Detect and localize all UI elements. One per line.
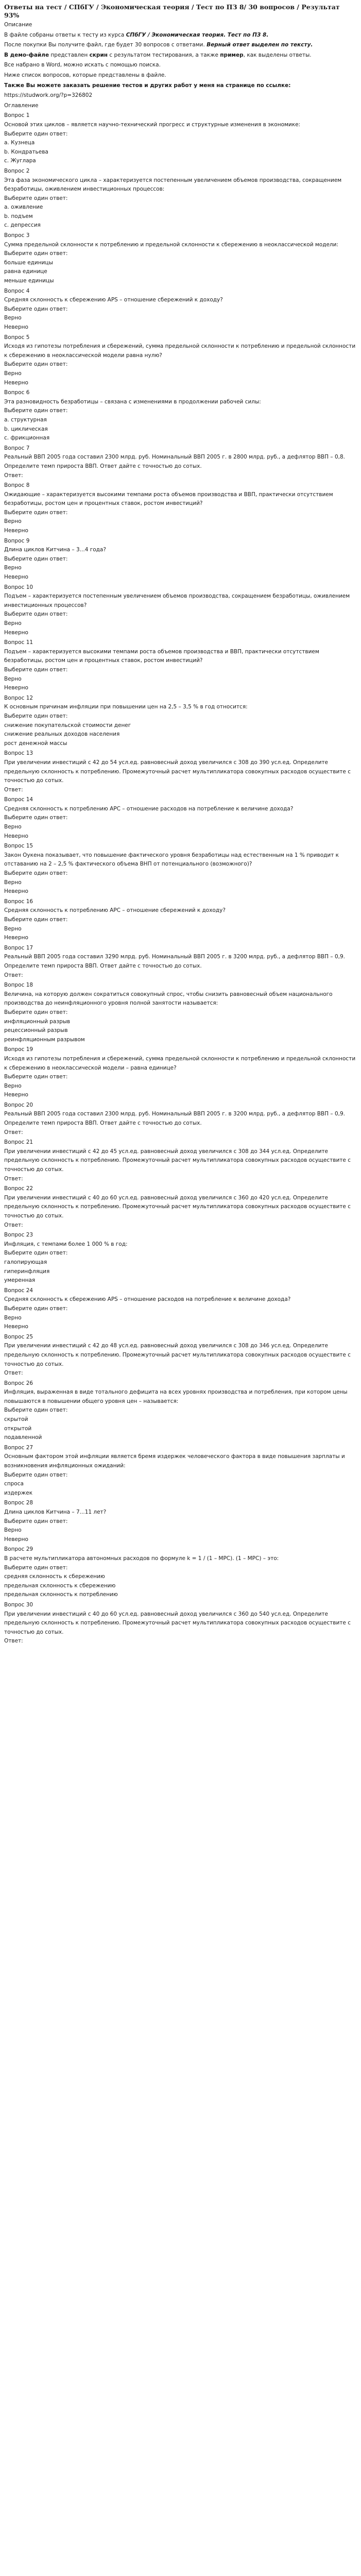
question-line: Эта фаза экономического цикла – характеризуется постепенным увеличением объемов производства, сокращением безработицы, оживлением инвестиционных процессов: <box>4 177 342 193</box>
intro-paragraph-4: Все набрано в Word, можно искать с помощью поиска. <box>4 62 161 69</box>
question-line: a. структурная <box>4 416 47 423</box>
question-line: Верно <box>4 565 22 571</box>
question-line: b. циклическая <box>4 426 48 432</box>
question-number: Вопрос 16 <box>4 898 33 905</box>
text-run: В файле собраны ответы к тесту из курса <box>4 31 126 38</box>
question-line: Ответ: <box>4 1175 23 1182</box>
question-line: c. Жуглара <box>4 158 36 164</box>
question-line: c. депрессия <box>4 222 41 229</box>
question-line: галопирующая <box>4 1259 47 1265</box>
question-line: открытой <box>4 1425 32 1432</box>
studwork-link[interactable]: https://studwork.org/?p=326802 <box>4 92 93 99</box>
question-number: Вопрос 18 <box>4 982 33 989</box>
intro-paragraph-6: Также Вы можете заказать решение тестов и других работ у меня на странице по ссылке: <box>4 82 291 89</box>
question-line: Выберите один ответ: <box>4 917 68 923</box>
question-line: Выберите один ответ: <box>4 361 68 368</box>
question-number: Вопрос 11 <box>4 639 33 646</box>
question-number: Вопрос 27 <box>4 1444 33 1451</box>
question-number: Вопрос 28 <box>4 1500 33 1506</box>
question-number: Вопрос 19 <box>4 1046 33 1053</box>
question-line: Подъем – характеризуется высокими темпами роста объемов производства и ВВП, практически отсутствием безработицы, ростом цен и процентных ставок, ростом инвестиций? <box>4 648 319 664</box>
question-number: Вопрос 4 <box>4 287 30 294</box>
question-line: К основным причинам инфляции при повышении цен на 2,5 – 3,5 % в год относится: <box>4 704 248 710</box>
question-line: b. подъем <box>4 213 33 219</box>
question-line: При увеличении инвестиций с 42 до 48 усл.ед. равновесный доход увеличился с 308 до 346 усл.ед. Определите предельную склонность к потреблению. Промежуточный расчет мультипликатора совокупных расходов осуществите с точностью до сотых. <box>4 1343 351 1367</box>
question-line: Верно <box>4 1082 22 1089</box>
question-line: средняя склонность к сбережению <box>4 1573 105 1580</box>
question-line: снижение реальных доходов населения <box>4 731 120 738</box>
question-number: Вопрос 7 <box>4 445 30 451</box>
question-line: Неверно <box>4 1536 28 1543</box>
intro-paragraph-5: Ниже список вопросов, которые представлены в файле. <box>4 72 166 78</box>
question-number: Вопрос 30 <box>4 1601 33 1608</box>
question-line: Исходя из гипотезы потребления и сбережений, сумма предельной склонности к потреблению и предельной склонности к сбережению в неоклассической модели равна нулю? <box>4 343 356 359</box>
question-line: Неверно <box>4 888 28 895</box>
question-line: издержек <box>4 1489 33 1496</box>
question-line: Выберите один ответ: <box>4 130 68 137</box>
question-line: Выберите один ответ: <box>4 306 68 312</box>
question-number: Вопрос 21 <box>4 1139 33 1146</box>
question-line: рецессионный разрыв <box>4 1027 68 1034</box>
question-line: Реальный ВВП 2005 года составил 2300 млрд. руб. Номинальный ВВП 2005 г. в 2800 млрд. руб., а дефлятор ВВП – 0,8. Определите темп прироста ВВП. Ответ дайте с точностью до сотых. <box>4 454 345 469</box>
question-line: Средняя склонность к сбережению APS – отношение сбережений к доходу? <box>4 297 223 303</box>
description-heading: Описание <box>4 22 32 28</box>
question-line: Неверно <box>4 379 28 386</box>
question-line: Неверно <box>4 324 28 330</box>
question-line: Эта разновидность безработицы – связана с изменениями в продолжении рабочей силы: <box>4 398 261 405</box>
question-line: Величина, на которую должен сократиться совокупный спрос, чтобы снизить равновесный объем национального производства до неинфляционного уровня полной занятости называется: <box>4 991 333 1007</box>
question-line: Длина циклов Китчина – 3...4 года? <box>4 547 106 553</box>
question-line: Основой этих циклов – является научно-технический прогресс и структурные изменения в экономике: <box>4 121 301 128</box>
question-number: Вопрос 3 <box>4 232 30 239</box>
question-number: Вопрос 1 <box>4 112 30 119</box>
question-number: Вопрос 6 <box>4 389 30 396</box>
question-line: равна единице <box>4 268 47 275</box>
question-line: Верно <box>4 824 22 831</box>
question-line: Верно <box>4 1527 22 1534</box>
question-line: При увеличении инвестиций с 42 до 54 усл.ед. равновесный доход увеличился с 308 до 390 усл.ед. Определите предельную склонность к потреблению. Промежуточный расчет мультипликатора совокупных расходов осуществите с точностью до сотых. <box>4 759 351 784</box>
question-line: Выберите один ответ: <box>4 555 68 562</box>
question-line: a. оживление <box>4 204 43 211</box>
question-line: Средняя склонность к потреблению APC – отношение расходов на потребление к величине дохода? <box>4 805 294 812</box>
question-line: При увеличении инвестиций с 42 до 45 усл.ед. равновесный доход увеличился с 308 до 344 усл.ед. Определите предельную склонность к потреблению. Промежуточный расчет мультипликатора совокупных расходов осуществите с точностью до сотых. <box>4 1148 351 1173</box>
question-line: Верно <box>4 315 22 321</box>
intro-paragraph-3 <box>4 51 357 60</box>
question-line: Ожидающие – характеризуется высокими темпами роста объемов производства и ВВП, практически отсутствием безработицы, ростом цен и процентных ставок, ростом инвестиций? <box>4 491 333 507</box>
question-line: умеренная <box>4 1277 36 1284</box>
question-line: Ответ: <box>4 1370 23 1377</box>
text-run: с результатом тестирования, а также <box>108 52 220 58</box>
question-line: подавленной <box>4 1434 42 1441</box>
question-number: Вопрос 24 <box>4 1287 33 1294</box>
question-number: Вопрос 12 <box>4 694 33 701</box>
question-line: Ответ: <box>4 1129 23 1136</box>
question-number: Вопрос 29 <box>4 1546 33 1553</box>
question-line: снижение покупательской стоимости денег <box>4 722 131 728</box>
question-number: Вопрос 17 <box>4 944 33 951</box>
question-number: Вопрос 23 <box>4 1232 33 1239</box>
question-line: Оглавление <box>4 102 39 109</box>
question-line: Сумма предельной склонности к потреблению и предельной склонности к сбережению в неоклассической модели: <box>4 241 339 248</box>
question-line: Реальный ВВП 2005 года составил 2300 млрд. руб. Номинальный ВВП 2005 г. в 3200 млрд. руб., а дефлятор ВВП – 0,9. Определите темп прироста ВВП. Ответ дайте с точностью до сотых. <box>4 1111 345 1127</box>
question-line: Выберите один ответ: <box>4 611 68 618</box>
question-line: Выберите один ответ: <box>4 1250 68 1257</box>
question-number: Вопрос 2 <box>4 167 30 174</box>
question-line: Выберите один ответ: <box>4 870 68 877</box>
question-line: инфляционный разрыв <box>4 1018 71 1025</box>
question-line: Ответ: <box>4 1638 23 1645</box>
question-line: спроса <box>4 1481 24 1487</box>
question-number: Вопрос 8 <box>4 482 30 489</box>
question-line: Выберите один ответ: <box>4 815 68 821</box>
question-number: Вопрос 15 <box>4 843 33 850</box>
question-line: Верно <box>4 518 22 525</box>
question-line: Ответ: <box>4 472 23 479</box>
text-run: После покупки Вы получите файл, где будет 30 вопросов с ответами. <box>4 42 207 48</box>
question-number: Вопрос 26 <box>4 1380 33 1386</box>
question-line: Неверно <box>4 833 28 839</box>
question-line: Ответ: <box>4 1222 23 1228</box>
question-line: Неверно <box>4 629 28 636</box>
question-line: Выберите один ответ: <box>4 1564 68 1571</box>
question-line: Выберите один ответ: <box>4 1074 68 1080</box>
question-line: Неверно <box>4 528 28 534</box>
question-line: гиперинфляция <box>4 1268 50 1275</box>
question-line: Неверно <box>4 1092 28 1098</box>
question-line: b. Кондратьева <box>4 148 48 155</box>
question-number: Вопрос 22 <box>4 1185 33 1192</box>
question-line: Длина циклов Китчина – 7...11 лет? <box>4 1509 107 1515</box>
question-number: Вопрос 10 <box>4 584 33 590</box>
question-number: Вопрос 20 <box>4 1101 33 1108</box>
text-run: пример <box>220 52 244 58</box>
question-line: Верно <box>4 675 22 682</box>
question-line: Неверно <box>4 685 28 691</box>
question-line: предельная склонность к потреблению <box>4 1591 118 1598</box>
intro-paragraph-2 <box>4 41 357 50</box>
intro-paragraph-1 <box>4 31 357 40</box>
question-line: Выберите один ответ: <box>4 195 68 201</box>
question-line: Выберите один ответ: <box>4 1407 68 1414</box>
question-line: Средняя склонность к потреблению APC – отношение сбережений к доходу? <box>4 907 226 914</box>
question-line: Инфляция, выраженная в виде тотального дефицита на всех уровнях производства и потребления, при котором цены повышаются в повышении общего уровня цен – называется: <box>4 1389 348 1404</box>
question-line: Выберите один ответ: <box>4 1518 68 1524</box>
question-line: Закон Оукена показывает, что повышение фактического уровня безработицы над естественным на 1 % приводит к отставанию на 2 – 2,5 % фактического объема ВНП от потенциального (возможного)? <box>4 852 339 868</box>
question-line: Неверно <box>4 1324 28 1330</box>
text-run: , как выделены ответы. <box>243 52 312 58</box>
question-line: c. фрикционная <box>4 435 50 442</box>
question-line: Выберите один ответ: <box>4 1009 68 1015</box>
question-line: скрытой <box>4 1416 28 1423</box>
question-line: Реальный ВВП 2005 года составил 3290 млрд. руб. Номинальный ВВП 2005 г. в 3200 млрд. руб., а дефлятор ВВП – 0,9. Определите темп прироста ВВП. Ответ дайте с точностью до сотых. <box>4 954 345 969</box>
question-list <box>4 101 357 1646</box>
text-run: представлен <box>49 52 90 58</box>
text-run: В демо-файле <box>4 52 49 58</box>
question-line: При увеличении инвестиций с 40 до 60 усл.ед. равновесный доход увеличился с 360 до 420 усл.ед. Определите предельную склонность к потреблению. Промежуточный расчет мультипликатора совокупных расходов осуществите с точностью до сотых. <box>4 1194 351 1219</box>
question-line: При увеличении инвестиций с 40 до 60 усл.ед. равновесный доход увеличился с 360 до 540 усл.ед. Определите предельную склонность к потреблению. Промежуточный расчет мультипликатора совокупных расходов осуществите с точностью до сотых. <box>4 1611 351 1635</box>
question-line: Выберите один ответ: <box>4 408 68 414</box>
question-line: рост денежной массы <box>4 740 67 747</box>
question-line: Верно <box>4 879 22 886</box>
question-line: Выберите один ответ: <box>4 713 68 719</box>
question-line: предельная склонность к сбережению <box>4 1582 116 1589</box>
question-line: меньше единицы <box>4 278 54 284</box>
question-line: Выберите один ответ: <box>4 666 68 673</box>
question-line: Основным фактором этой инфляции является бремя издержек человеческого фактора в виде повышения зарплаты и возникновения инфляционных ожиданий: <box>4 1453 345 1469</box>
question-line: Ответ: <box>4 972 23 978</box>
question-line: Верно <box>4 1314 22 1321</box>
question-line: реинфляционным разрывом <box>4 1036 85 1043</box>
question-line: Неверно <box>4 935 28 941</box>
question-line: Выберите один ответ: <box>4 509 68 516</box>
question-line: Подъем – характеризуется постепенным увеличением объемов производства, сокращением безработицы, оживлением инвестиционных процессов? <box>4 593 350 608</box>
question-number: Вопрос 9 <box>4 537 30 544</box>
question-line: Инфляция, с темпами более 1 000 % в год: <box>4 1241 128 1247</box>
question-line: a. Кузнеца <box>4 140 35 146</box>
question-line: Неверно <box>4 574 28 581</box>
question-line: Верно <box>4 370 22 377</box>
question-number: Вопрос 5 <box>4 334 30 341</box>
question-line: В расчете мультипликатора автономных расходов по формуле k = 1 / (1 – MPC). (1 – MPC) – это: <box>4 1555 279 1562</box>
question-line: Выберите один ответ: <box>4 250 68 257</box>
question-line: Выберите один ответ: <box>4 1471 68 1478</box>
question-number: Вопрос 14 <box>4 796 33 803</box>
text-run: скрин <box>89 52 108 58</box>
question-line: Выберите один ответ: <box>4 1305 68 1312</box>
question-number: Вопрос 25 <box>4 1333 33 1340</box>
question-number: Вопрос 13 <box>4 750 33 757</box>
question-line: Верно <box>4 620 22 626</box>
question-line: Ответ: <box>4 786 23 793</box>
text-run: Верный ответ выделен по тексту. <box>207 42 313 48</box>
question-line: Средняя склонность к сбережению APS – отношение расходов на потребление к величине дохода? <box>4 1296 291 1303</box>
question-line: больше единицы <box>4 259 53 266</box>
text-run: СПбГУ / Экономическая теория. Тест по ПЗ 8. <box>126 31 269 38</box>
question-line: Верно <box>4 925 22 932</box>
page-title: Ответы на тест / СПбГУ / Экономическая теория / Тест по ПЗ 8/ 30 вопросов / Результат 93% <box>4 3 340 19</box>
question-line: Исходя из гипотезы потребления и сбережений, сумма предельной склонности к потреблению и предельной склонности к сбережению в неоклассической модели – равна единице? <box>4 1055 356 1071</box>
